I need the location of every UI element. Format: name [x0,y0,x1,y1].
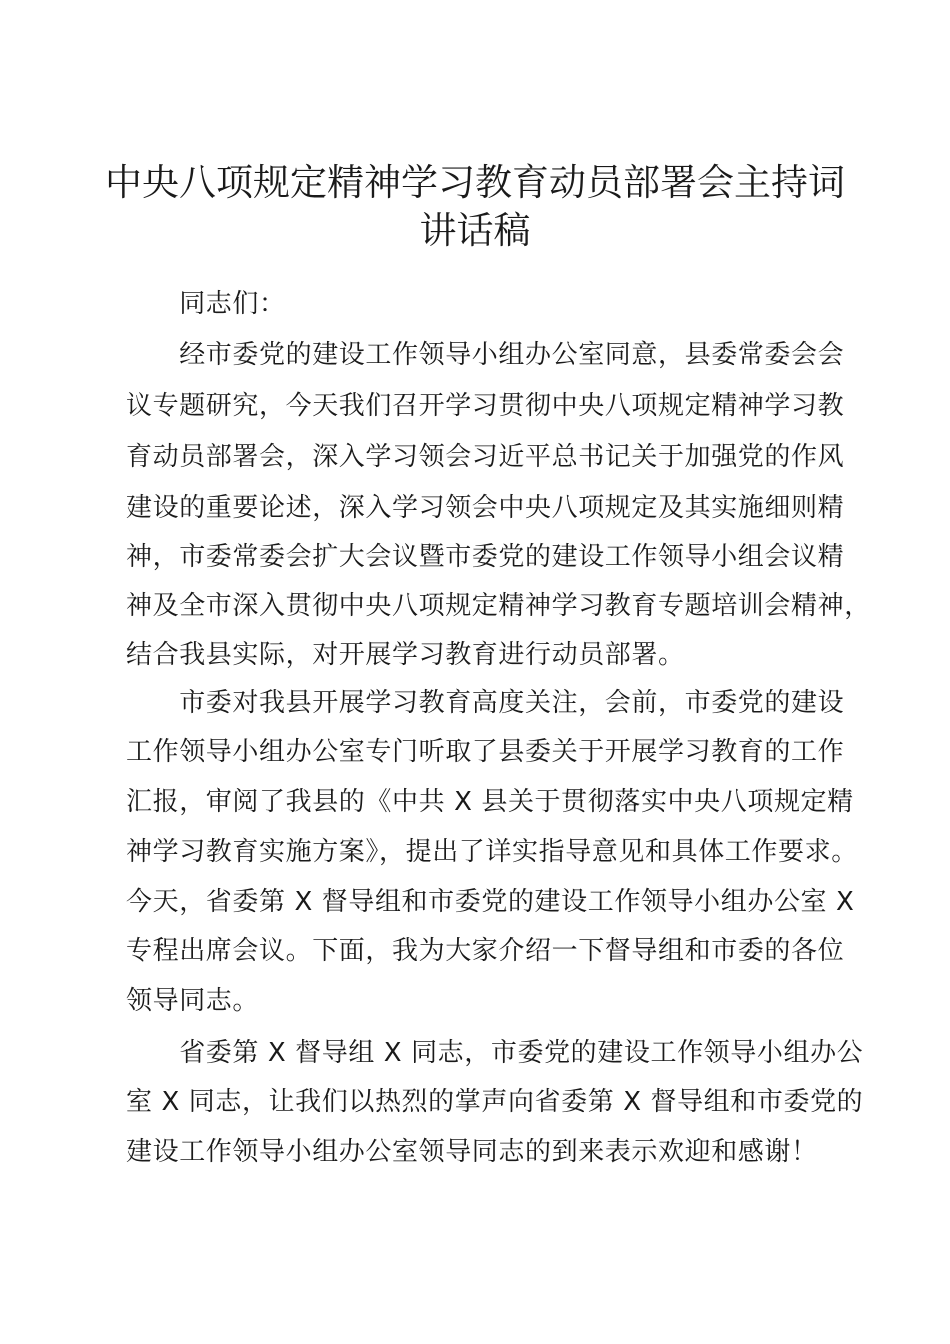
body-line: 结合我县实际，对开展学习教育进行动员部署。 [126,640,685,670]
body-line: 今天，省委第 X 督导组和市委党的建设工作领导小组办公室 X [126,887,855,917]
body-line: 育动员部署会，深入学习领会习近平总书记关于加强党的作风 [126,442,845,472]
document-title-line-1: 中央八项规定精神学习教育动员部署会主持词 [105,161,845,204]
body-line: 室 X 同志，让我们以热烈的掌声向省委第 X 督导组和市委党的 [126,1087,864,1117]
body-line: 汇报，审阅了我县的《中共 X 县关于贯彻落实中央八项规定精 [126,787,854,817]
body-line: 议专题研究，今天我们召开学习贯彻中央八项规定精神学习教 [126,391,845,421]
body-line: 建设工作领导小组办公室领导同志的到来表示欢迎和感谢！ [126,1137,818,1167]
body-line: 经市委党的建设工作领导小组办公室同意，县委常委会会 [126,340,845,370]
body-line: 神学习教育实施方案》，提出了详实指导意见和具体工作要求。 [126,837,858,867]
body-line: 同志们： [126,289,286,319]
body-line: 工作领导小组办公室专门听取了县委关于开展学习教育的工作 [126,737,845,767]
body-line: 神及全市深入贯彻中央八项规定精神学习教育专题培训会精神， [126,591,871,621]
body-line: 专程出席会议。下面，我为大家介绍一下督导组和市委的各位 [126,936,845,966]
body-line: 建设的重要论述，深入学习领会中央八项规定及其实施细则精 [126,493,845,523]
body-line: 省委第 X 督导组 X 同志，市委党的建设工作领导小组办公 [126,1038,864,1068]
body-line: 领导同志。 [126,986,260,1016]
body-line: 市委对我县开展学习教育高度关注，会前，市委党的建设 [126,688,845,718]
document-title-line-2: 讲话稿 [419,209,531,252]
body-line: 神，市委常委会扩大会议暨市委党的建设工作领导小组会议精 [126,542,845,572]
